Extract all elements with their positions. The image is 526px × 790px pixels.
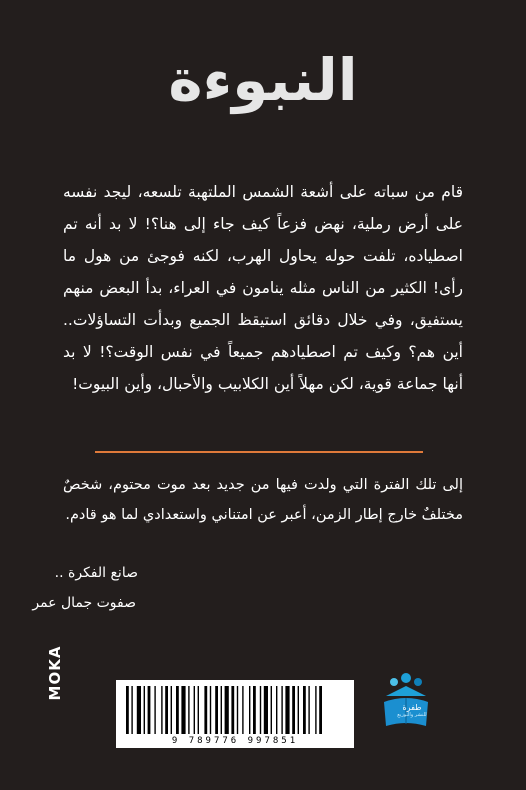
signature-role: صانع الفكرة .. — [54, 565, 138, 581]
isbn-number: 9 789776 997851 — [171, 736, 299, 746]
publisher-name: طفرة — [402, 703, 422, 712]
book-title: النبوءة — [168, 46, 358, 114]
brand-logo-text: MOKA — [46, 645, 64, 701]
blurb-text: قام من سباته على أشعة الشمس الملتهبة تلسعه، ليجد نفسه على أرض رملية، نهض فزعاً كيف جاء إلى هنا؟! لا بد أنه تم اصطياده، تلفت حوله يحاول الهرب، لكنه فوجئ من هول ما رأى! الكثير من الناس مثله ينامون في العراء، بدأ البعض منهم يستفيق، وفي خلال دقائق استيقظ الجميع وبدأت التساؤلات.. أين هم؟ وكيف تم اصطيادهم جميعاً في نفس الوقت؟! لا بد أنها جماعة قوية، لكن مهلاً أين الكلابيب والأحبال، وأين البيوت! — [63, 183, 463, 393]
barcode-bars — [122, 686, 348, 734]
dedication-text: إلى تلك الفترة التي ولدت فيها من جديد بعد موت محتوم، شخصٌ مختلفٌ خارج إطار الزمن، أعبر عن امتناني واستعدادي لما هو قادم. — [63, 477, 463, 523]
barcode — [116, 680, 354, 748]
section-divider — [95, 451, 423, 453]
brand-logo — [44, 636, 66, 710]
publisher-subtitle: للنشر والتوزيع — [397, 712, 427, 718]
signature-name: صفوت جمال عمر — [32, 595, 136, 611]
